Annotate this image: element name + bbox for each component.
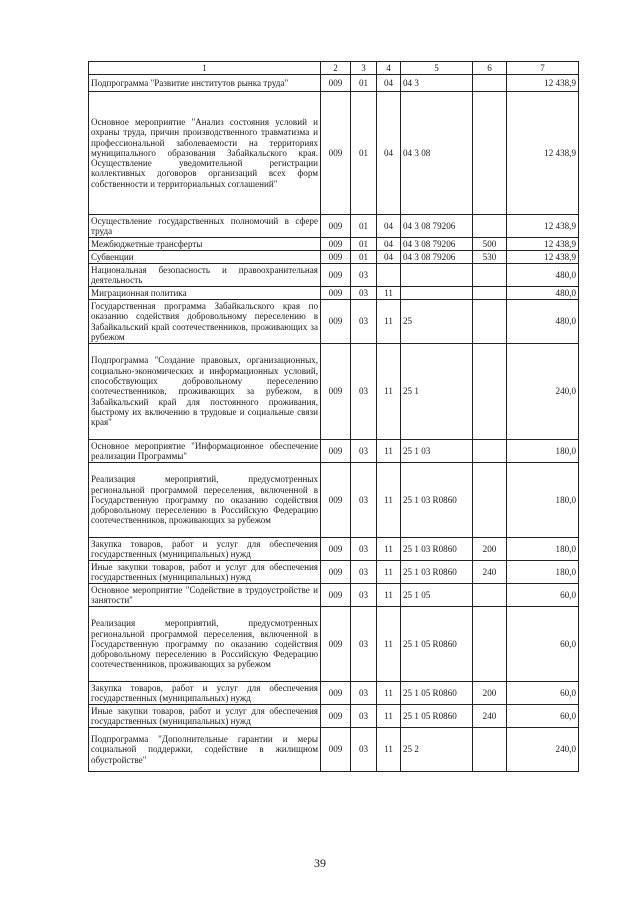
row-name-cell: Основное мероприятие "Анализ состояния условий и охраны труда, причин производственного травматизма и профессиональной заболеваемости на территориях муниципального образования Забайкальского края. Осуществление уведомительной регистрации коллективных договоров организаций всех форм собственности и территориальных соглашений": [89, 92, 321, 215]
row-ved-cell: 009: [321, 561, 351, 584]
row-ved-cell: 009: [321, 705, 351, 728]
row-sum-cell: 60,0: [507, 607, 579, 682]
row-vr-cell: [473, 264, 507, 287]
row-ved-cell: 009: [321, 584, 351, 607]
row-name-cell: Основное мероприятие "Информационное обеспечение реализации Программы": [89, 440, 321, 463]
row-name-cell: Субвенции: [89, 251, 321, 264]
table-row: [89, 238, 579, 251]
row-csr-cell: 25 1 05 R0860: [401, 607, 473, 682]
table-row: [89, 287, 579, 300]
row-name-cell: Закупка товаров, работ и услуг для обеспечения государственных (муниципальных) нужд: [89, 538, 321, 561]
row-vr-cell: 240: [473, 561, 507, 584]
row-ved-cell: 009: [321, 300, 351, 344]
page-number: 39: [314, 856, 326, 870]
row-vr-cell: [473, 92, 507, 215]
row-name-cell: Национальная безопасность и правоохранительная деятельность: [89, 264, 321, 287]
table-body: [89, 75, 579, 772]
row-sum-cell: 60,0: [507, 705, 579, 728]
row-pr-cell: 04: [377, 215, 401, 238]
row-ved-cell: 009: [321, 238, 351, 251]
row-name-cell: Подпрограмма "Создание правовых, организационных, социально-экономических и информационных условий, способствующих добровольному переселению соотечественников, проживающих за рубежом, в Забайкальский край для постоянного проживания, быстрому их включению в трудовые и социальные связи края": [89, 344, 321, 440]
row-pr-cell: 11: [377, 287, 401, 300]
row-name-cell: Реализация мероприятий, предусмотренных региональной программой переселения, включенной в Государственную программу по оказанию содействия добровольному переселению в Российскую Федерацию соотечественников, проживающих за рубежом: [89, 463, 321, 538]
row-sum-cell: 240,0: [507, 728, 579, 772]
row-sum-cell: 180,0: [507, 538, 579, 561]
row-name-cell: Государственная программа Забайкальского края по оказанию содействия добровольному переселению в Забайкальский край соотечественников, проживающих за рубежом: [89, 300, 321, 344]
row-vr-cell: [473, 287, 507, 300]
row-ved-cell: 009: [321, 287, 351, 300]
row-csr-cell: 25 1 05 R0860: [401, 682, 473, 705]
row-ved-cell: 009: [321, 463, 351, 538]
row-vr-cell: [473, 463, 507, 538]
row-rz-cell: 01: [351, 92, 377, 215]
row-vr-cell: [473, 215, 507, 238]
row-sum-cell: 12 438,9: [507, 92, 579, 215]
budget-table: [88, 61, 579, 772]
row-rz-cell: 03: [351, 584, 377, 607]
row-ved-cell: 009: [321, 538, 351, 561]
row-pr-cell: 11: [377, 584, 401, 607]
row-rz-cell: 03: [351, 440, 377, 463]
row-rz-cell: 03: [351, 344, 377, 440]
row-rz-cell: 01: [351, 75, 377, 92]
column-header: 5: [401, 62, 473, 75]
row-vr-cell: [473, 344, 507, 440]
row-pr-cell: [377, 264, 401, 287]
row-name-cell: Закупка товаров, работ и услуг для обеспечения государственных (муниципальных) нужд: [89, 682, 321, 705]
row-rz-cell: 03: [351, 728, 377, 772]
row-pr-cell: 04: [377, 238, 401, 251]
row-rz-cell: 01: [351, 238, 377, 251]
row-pr-cell: 11: [377, 607, 401, 682]
row-sum-cell: 180,0: [507, 561, 579, 584]
row-vr-cell: [473, 440, 507, 463]
table-row: [89, 75, 579, 92]
row-pr-cell: 11: [377, 300, 401, 344]
table-row: [89, 300, 579, 344]
row-ved-cell: 009: [321, 682, 351, 705]
row-rz-cell: 03: [351, 561, 377, 584]
row-sum-cell: 240,0: [507, 344, 579, 440]
row-rz-cell: 01: [351, 215, 377, 238]
row-name-cell: Реализация мероприятий, предусмотренных региональной программой переселения, включенной в Государственную программу по оказанию содействия добровольному переселению в Российскую Федерацию соотечественников, проживающих за рубежом: [89, 607, 321, 682]
row-ved-cell: 009: [321, 75, 351, 92]
table-row: [89, 682, 579, 705]
row-csr-cell: 25: [401, 300, 473, 344]
column-header: 3: [351, 62, 377, 75]
row-vr-cell: [473, 75, 507, 92]
row-name-cell: Иные закупки товаров, работ и услуг для обеспечения государственных (муниципальных) нужд: [89, 705, 321, 728]
row-sum-cell: 480,0: [507, 264, 579, 287]
row-name-cell: Межбюджетные трансферты: [89, 238, 321, 251]
row-csr-cell: 04 3 08 79206: [401, 238, 473, 251]
row-pr-cell: 11: [377, 440, 401, 463]
table-row: [89, 440, 579, 463]
row-pr-cell: 11: [377, 463, 401, 538]
row-rz-cell: 01: [351, 251, 377, 264]
row-csr-cell: 04 3 08 79206: [401, 215, 473, 238]
row-vr-cell: 500: [473, 238, 507, 251]
row-pr-cell: 04: [377, 251, 401, 264]
row-pr-cell: 11: [377, 538, 401, 561]
row-pr-cell: 04: [377, 92, 401, 215]
table-row: [89, 215, 579, 238]
table-row: [89, 344, 579, 440]
row-pr-cell: 11: [377, 705, 401, 728]
table-row: [89, 561, 579, 584]
table-row: [89, 607, 579, 682]
row-name-cell: Подпрограмма "Развитие институтов рынка труда": [89, 75, 321, 92]
row-sum-cell: 60,0: [507, 682, 579, 705]
row-ved-cell: 009: [321, 440, 351, 463]
row-sum-cell: 180,0: [507, 463, 579, 538]
row-name-cell: Миграционная политика: [89, 287, 321, 300]
table-row: [89, 538, 579, 561]
row-vr-cell: [473, 607, 507, 682]
row-csr-cell: 04 3 08 79206: [401, 251, 473, 264]
column-header: 4: [377, 62, 401, 75]
row-csr-cell: 25 1 03 R0860: [401, 463, 473, 538]
row-sum-cell: 12 438,9: [507, 251, 579, 264]
table-row: [89, 251, 579, 264]
row-rz-cell: 03: [351, 287, 377, 300]
row-vr-cell: 240: [473, 705, 507, 728]
table-row: [89, 92, 579, 215]
row-name-cell: Осуществление государственных полномочий в сфере труда: [89, 215, 321, 238]
row-csr-cell: 25 1 03: [401, 440, 473, 463]
row-vr-cell: 200: [473, 682, 507, 705]
row-name-cell: Основное мероприятие "Содействие в трудоустройстве и занятости": [89, 584, 321, 607]
table-row: [89, 584, 579, 607]
row-name-cell: Иные закупки товаров, работ и услуг для обеспечения государственных (муниципальных) нужд: [89, 561, 321, 584]
row-vr-cell: 530: [473, 251, 507, 264]
row-vr-cell: 200: [473, 538, 507, 561]
row-csr-cell: 04 3: [401, 75, 473, 92]
table-row: [89, 705, 579, 728]
row-ved-cell: 009: [321, 607, 351, 682]
row-sum-cell: 480,0: [507, 300, 579, 344]
row-csr-cell: 04 3 08: [401, 92, 473, 215]
row-rz-cell: 03: [351, 705, 377, 728]
row-rz-cell: 03: [351, 300, 377, 344]
row-vr-cell: [473, 728, 507, 772]
row-ved-cell: 009: [321, 264, 351, 287]
row-csr-cell: 25 1 05 R0860: [401, 705, 473, 728]
row-pr-cell: 11: [377, 728, 401, 772]
row-csr-cell: 25 1 03 R0860: [401, 561, 473, 584]
row-sum-cell: 480,0: [507, 287, 579, 300]
row-csr-cell: [401, 287, 473, 300]
row-csr-cell: 25 1 03 R0860: [401, 538, 473, 561]
row-ved-cell: 009: [321, 344, 351, 440]
row-pr-cell: 11: [377, 682, 401, 705]
row-sum-cell: 12 438,9: [507, 215, 579, 238]
column-header: 7: [507, 62, 579, 75]
row-csr-cell: 25 1 05: [401, 584, 473, 607]
row-rz-cell: 03: [351, 682, 377, 705]
row-sum-cell: 12 438,9: [507, 238, 579, 251]
row-rz-cell: 03: [351, 264, 377, 287]
row-ved-cell: 009: [321, 728, 351, 772]
row-name-cell: Подпрограмма "Дополнительные гарантии и меры социальной поддержки, содействие в жилищном обустройстве": [89, 728, 321, 772]
column-header: 2: [321, 62, 351, 75]
row-vr-cell: [473, 584, 507, 607]
row-ved-cell: 009: [321, 92, 351, 215]
row-csr-cell: 25 1: [401, 344, 473, 440]
column-header: 6: [473, 62, 507, 75]
row-csr-cell: 25 2: [401, 728, 473, 772]
row-sum-cell: 60,0: [507, 584, 579, 607]
row-rz-cell: 03: [351, 463, 377, 538]
row-pr-cell: 04: [377, 75, 401, 92]
row-pr-cell: 11: [377, 344, 401, 440]
table-row: [89, 463, 579, 538]
row-ved-cell: 009: [321, 251, 351, 264]
row-csr-cell: [401, 264, 473, 287]
row-pr-cell: 11: [377, 561, 401, 584]
row-ved-cell: 009: [321, 215, 351, 238]
row-rz-cell: 03: [351, 607, 377, 682]
row-sum-cell: 180,0: [507, 440, 579, 463]
row-sum-cell: 12 438,9: [507, 75, 579, 92]
column-header: 1: [89, 62, 321, 75]
header-row: [89, 62, 579, 75]
table-row: [89, 264, 579, 287]
row-rz-cell: 03: [351, 538, 377, 561]
table-row: [89, 728, 579, 772]
row-vr-cell: [473, 300, 507, 344]
